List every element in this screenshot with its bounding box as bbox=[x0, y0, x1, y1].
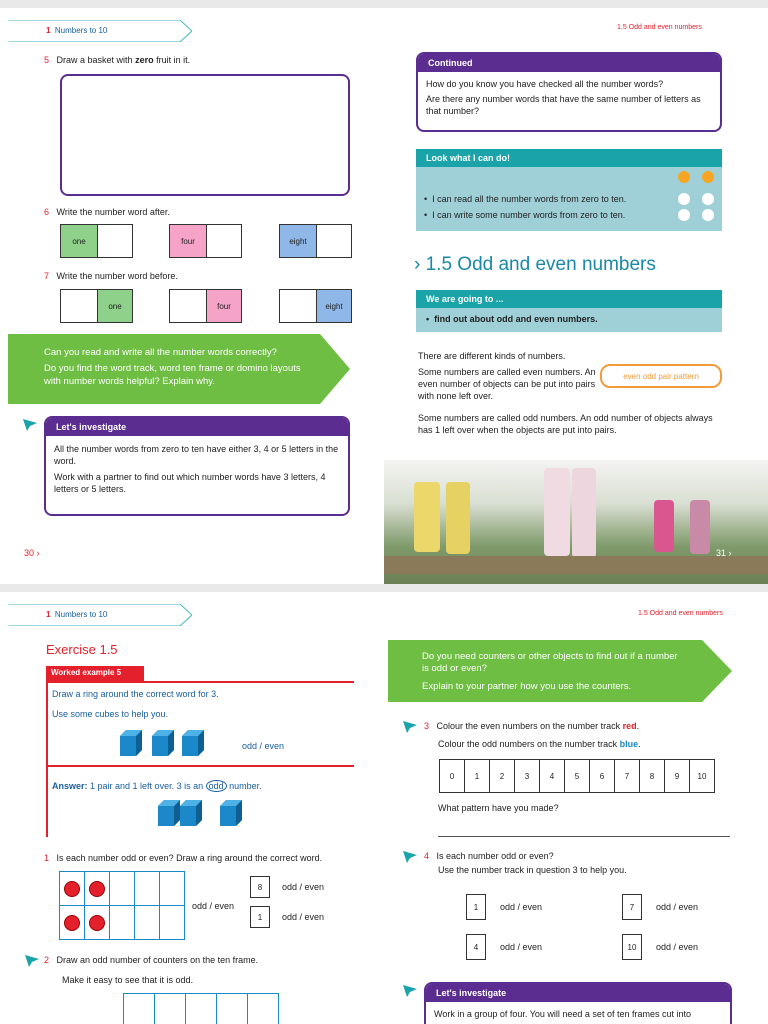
going-to-box: • find out about odd and even numbers. bbox=[416, 308, 722, 332]
worked-choice: odd / even bbox=[242, 741, 285, 751]
pink-boot bbox=[572, 468, 596, 558]
prompt-line: with number words helpful? Explain why. bbox=[44, 376, 215, 387]
cube-icon bbox=[180, 800, 202, 826]
word-cell: eight bbox=[279, 224, 317, 258]
ten-frame-cell[interactable] bbox=[123, 993, 155, 1024]
flag-icon bbox=[24, 954, 40, 968]
prompt-line: Do you find the word track, word ten frame or domino layouts bbox=[44, 363, 301, 374]
checkbox-circle[interactable] bbox=[678, 209, 690, 221]
page-number-right: 31 › bbox=[716, 548, 732, 558]
answer-ring: odd bbox=[206, 780, 227, 792]
ten-frame-cell bbox=[84, 871, 110, 906]
answer-cell[interactable] bbox=[169, 289, 207, 323]
choice-option[interactable]: odd / even bbox=[656, 942, 699, 952]
purple-boot bbox=[654, 500, 674, 552]
ten-frame-cell bbox=[109, 905, 135, 940]
word-cell: one bbox=[60, 224, 98, 258]
red-counter bbox=[64, 915, 80, 931]
number-box: 1 bbox=[466, 894, 486, 920]
wooden-bench bbox=[384, 556, 768, 574]
choice-option[interactable]: odd / even bbox=[282, 912, 325, 922]
track-cell[interactable]: 8 bbox=[639, 759, 665, 793]
prompt-line: is odd or even? bbox=[422, 663, 487, 674]
flag-icon bbox=[402, 720, 418, 734]
body-text: Some numbers are called odd numbers. An odd number of objects always has 1 left over when the objects are put into pairs. bbox=[418, 413, 713, 435]
cube-icon bbox=[220, 800, 242, 826]
ten-frame-cell bbox=[134, 905, 160, 940]
drawing-area[interactable] bbox=[60, 74, 350, 196]
continued-q1: How do you know you have checked all the number words? bbox=[426, 79, 664, 89]
question-4-line2: Use the number track in question 3 to help you. bbox=[438, 865, 627, 875]
answer-cell[interactable] bbox=[97, 224, 133, 258]
boots-photo bbox=[384, 460, 768, 584]
question-1: 1 Is each number odd or even? Draw a ring around the correct word. bbox=[44, 853, 323, 863]
investigate-text: Work in a group of four. You will need a set of ten frames cut into bbox=[434, 1009, 691, 1019]
yellow-boot bbox=[414, 482, 440, 552]
prompt-line: Can you read and write all the number words correctly? bbox=[44, 347, 277, 358]
investigate-title: Let's investigate bbox=[46, 418, 348, 436]
happy-smiley-icon bbox=[702, 171, 714, 183]
flag-icon bbox=[402, 984, 418, 998]
flag-icon bbox=[22, 418, 38, 432]
track-cell[interactable]: 4 bbox=[539, 759, 565, 793]
track-cell[interactable]: 5 bbox=[564, 759, 590, 793]
track-cell[interactable]: 10 bbox=[689, 759, 715, 793]
ten-frame-cell bbox=[59, 905, 85, 940]
track-cell[interactable]: 9 bbox=[664, 759, 690, 793]
vocabulary-box: even odd pair pattern bbox=[600, 364, 722, 388]
answer-cell[interactable] bbox=[279, 289, 317, 323]
ten-frame-cell bbox=[109, 871, 135, 906]
empty-ten-frame[interactable] bbox=[124, 994, 279, 1024]
spread-top bbox=[0, 8, 768, 584]
question-5: 5 Draw a basket with zero fruit in it. bbox=[44, 55, 191, 65]
yellow-boot bbox=[446, 482, 470, 554]
choice-option[interactable]: odd / even bbox=[500, 942, 543, 952]
red-counter bbox=[64, 881, 80, 897]
purple-boot bbox=[690, 500, 710, 554]
look-title: Look what I can do! bbox=[416, 149, 722, 167]
word-cell: eight bbox=[316, 289, 352, 323]
body-text: There are different kinds of numbers. bbox=[418, 351, 566, 361]
number-box: 8 bbox=[250, 876, 270, 898]
answer-cell[interactable] bbox=[316, 224, 352, 258]
investigate-p2: Work with a partner to find out which number words have 3 letters, 4 letters or 5 letters. bbox=[54, 472, 326, 494]
ten-frame-cell bbox=[159, 871, 185, 906]
question-3-line2: Colour the odd numbers on the number track blue. bbox=[438, 739, 641, 749]
red-counter bbox=[89, 915, 105, 931]
word-cell: one bbox=[97, 289, 133, 323]
look-item: • I can read all the number words from zero to ten. bbox=[424, 194, 627, 204]
number-box: 10 bbox=[622, 934, 642, 960]
exercise-title: Exercise 1.5 bbox=[46, 642, 118, 657]
number-box: 4 bbox=[466, 934, 486, 960]
section-header: 1.5 Odd and even numbers bbox=[617, 24, 702, 31]
choice-option[interactable]: odd / even bbox=[656, 902, 699, 912]
ten-frame-cell bbox=[134, 871, 160, 906]
track-cell[interactable]: 2 bbox=[489, 759, 515, 793]
chapter-tab[interactable]: 1 Numbers to 10 bbox=[8, 20, 192, 42]
going-to-title: We are going to ... bbox=[416, 290, 722, 308]
ten-frame-cell[interactable] bbox=[247, 993, 279, 1024]
investigate-box bbox=[44, 416, 350, 516]
discussion-prompt bbox=[388, 640, 732, 702]
red-counter bbox=[89, 881, 105, 897]
page-number-left: 30 › bbox=[24, 548, 40, 558]
look-box bbox=[416, 167, 722, 231]
track-cell[interactable]: 7 bbox=[614, 759, 640, 793]
question-7: 7 Write the number word before. bbox=[44, 271, 178, 281]
track-cell[interactable]: 6 bbox=[589, 759, 615, 793]
question-3: 3 Colour the even numbers on the number track red. bbox=[424, 721, 640, 731]
cube-icon bbox=[182, 730, 204, 756]
word-cell: four bbox=[206, 289, 242, 323]
pattern-question: What pattern have you made? bbox=[438, 803, 559, 813]
ten-frame-cell bbox=[59, 871, 85, 906]
investigate-title: Let's investigate bbox=[426, 984, 730, 1002]
investigate-p1: All the number words from zero to ten have either 3, 4 or 5 letters in the word. bbox=[54, 444, 339, 466]
prompt-line: Explain to your partner how you use the counters. bbox=[422, 681, 632, 692]
question-2-line2: Make it easy to see that it is odd. bbox=[62, 975, 194, 985]
answer-line[interactable] bbox=[438, 836, 730, 837]
checkbox-circle[interactable] bbox=[702, 193, 714, 205]
spread-bottom bbox=[0, 592, 768, 1024]
track-cell[interactable]: 1 bbox=[464, 759, 490, 793]
prompt-line: Do you need counters or other objects to find out if a number bbox=[422, 651, 678, 662]
track-cell[interactable]: 3 bbox=[514, 759, 540, 793]
cube-icon bbox=[120, 730, 142, 756]
ten-frame bbox=[60, 872, 185, 940]
discussion-prompt bbox=[8, 334, 350, 404]
body-text: Some numbers are called even numbers. An even number of objects can be put into pairs with none left over. bbox=[418, 367, 596, 401]
question-2: 2 Draw an odd number of counters on the ten frame. bbox=[44, 955, 259, 965]
ten-frame-cell[interactable] bbox=[154, 993, 186, 1024]
divider bbox=[46, 765, 354, 767]
continued-q2: Are there any number words that have the same number of letters as that number? bbox=[426, 94, 701, 116]
worked-example-tag: Worked example 5 bbox=[46, 666, 144, 681]
smiley-icon bbox=[678, 171, 690, 183]
checkbox-circle[interactable] bbox=[678, 193, 690, 205]
cube-icon bbox=[152, 730, 174, 756]
look-item: • I can write some number words from zero to ten. bbox=[424, 210, 626, 220]
track-cell[interactable]: 0 bbox=[439, 759, 465, 793]
ten-frame-cell bbox=[84, 905, 110, 940]
answer-cell[interactable] bbox=[60, 289, 98, 323]
flag-icon bbox=[402, 850, 418, 864]
chapter-tab[interactable]: 1 Numbers to 10 bbox=[8, 604, 192, 626]
section-title: › 1.5 Odd and even numbers bbox=[414, 254, 656, 275]
pink-boot bbox=[544, 468, 570, 556]
choice-option[interactable]: odd / even bbox=[282, 882, 325, 892]
checkbox-circle[interactable] bbox=[702, 209, 714, 221]
section-header: 1.5 Odd and even numbers bbox=[638, 610, 723, 617]
question-4: 4 Is each number odd or even? bbox=[424, 851, 554, 861]
ten-frame-cell[interactable] bbox=[216, 993, 248, 1024]
choice-option[interactable]: odd / even bbox=[192, 901, 235, 911]
cube-icon bbox=[158, 800, 180, 826]
worked-line2: Use some cubes to help you. bbox=[52, 709, 169, 719]
investigate-box bbox=[424, 982, 732, 1024]
ten-frame-cell bbox=[159, 905, 185, 940]
number-box: 1 bbox=[250, 906, 270, 928]
continued-title: Continued bbox=[418, 54, 720, 72]
ten-frame-cell[interactable] bbox=[185, 993, 217, 1024]
worked-line1: Draw a ring around the correct word for 3. bbox=[52, 689, 219, 699]
question-6: 6 Write the number word after. bbox=[44, 207, 170, 217]
divider bbox=[46, 767, 48, 837]
number-track[interactable] bbox=[440, 759, 715, 793]
number-box: 7 bbox=[622, 894, 642, 920]
word-cell: four bbox=[169, 224, 207, 258]
answer-line: Answer: 1 pair and 1 left over. 3 is an odd number. bbox=[52, 781, 262, 791]
continued-box bbox=[416, 52, 722, 132]
choice-option[interactable]: odd / even bbox=[500, 902, 543, 912]
answer-cell[interactable] bbox=[206, 224, 242, 258]
